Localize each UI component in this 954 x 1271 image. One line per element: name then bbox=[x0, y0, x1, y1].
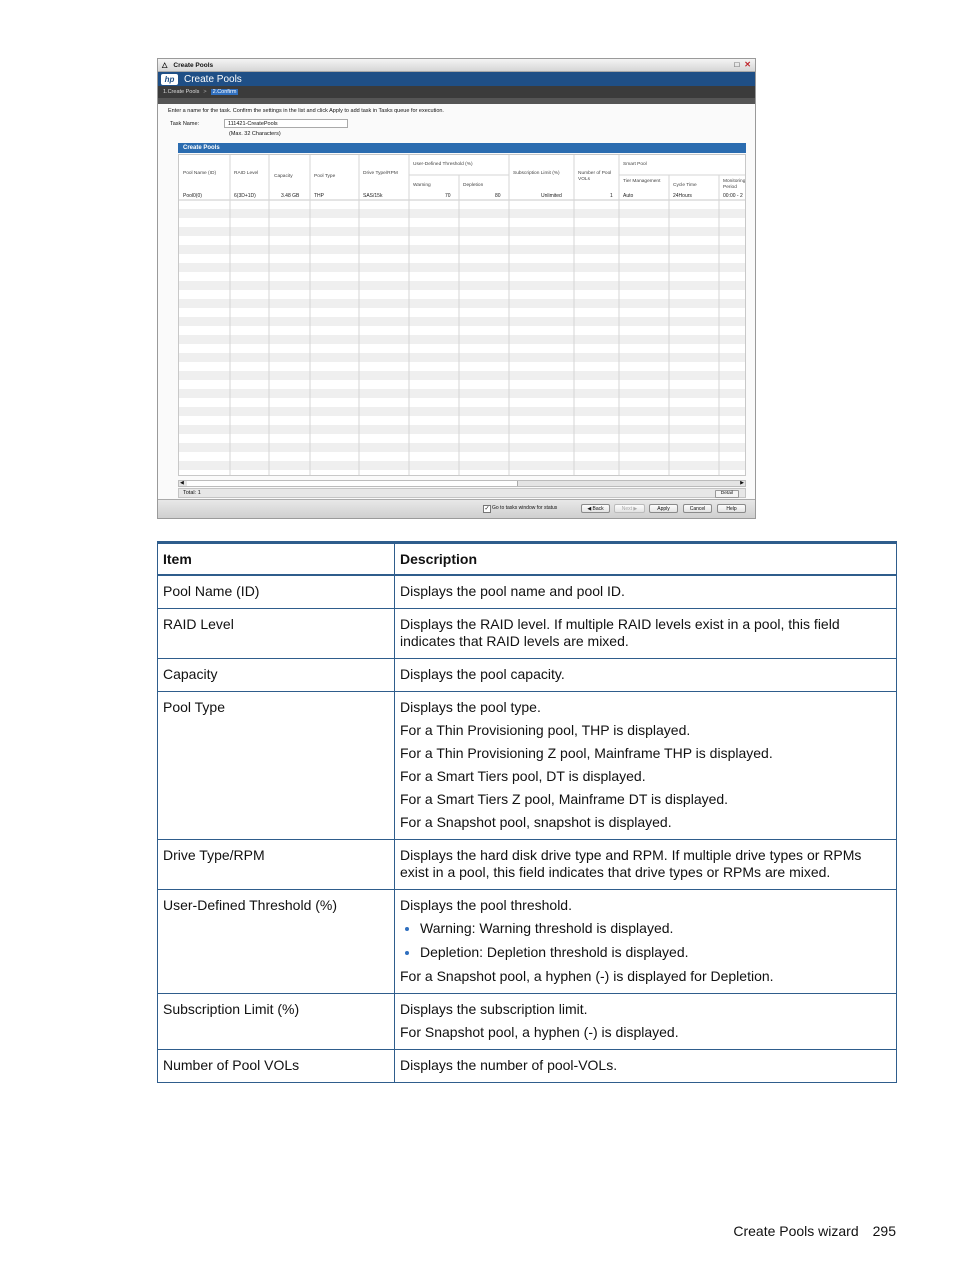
col-header-pool-type[interactable]: Pool Type bbox=[314, 174, 336, 179]
cell-pool-type: THP bbox=[314, 193, 324, 199]
col-header-tier-management[interactable]: Tier Management bbox=[623, 179, 661, 184]
description-cell bbox=[395, 692, 897, 840]
item-cell: Pool Name (ID) bbox=[158, 575, 395, 609]
page-footer bbox=[733, 1223, 896, 1239]
col-header-pool-name[interactable]: Pool Name (ID) bbox=[183, 171, 217, 176]
detail-button[interactable]: Detail bbox=[715, 490, 739, 498]
step-confirm[interactable]: 2.Confirm bbox=[212, 89, 237, 95]
item-cell: Subscription Limit (%) bbox=[158, 994, 395, 1050]
step-create-pools[interactable]: 1.Create Pools bbox=[163, 89, 200, 95]
back-button[interactable]: ◀ Back bbox=[581, 504, 610, 513]
cell-drive-type: SAS/15k bbox=[363, 193, 383, 199]
description-text: Displays the pool name and pool ID. bbox=[400, 583, 625, 599]
bullet-item: • Warning: Warning threshold is displayed. bbox=[420, 920, 891, 937]
page-number: 295 bbox=[872, 1223, 896, 1239]
grid-total-bar bbox=[178, 488, 746, 498]
wizard-banner bbox=[158, 72, 755, 86]
wizard-footer bbox=[158, 499, 755, 518]
total-label: Total: bbox=[183, 490, 197, 496]
task-name-hint: (Max. 32 Characters) bbox=[229, 131, 281, 137]
table-row bbox=[158, 659, 897, 692]
item-description-table bbox=[157, 541, 897, 1083]
col-header-cycle-time[interactable]: Cycle Time bbox=[673, 183, 697, 188]
cancel-button[interactable]: Cancel bbox=[683, 504, 712, 513]
total-value: 1 bbox=[197, 490, 201, 496]
create-pools-screenshot bbox=[157, 58, 756, 519]
maximize-icon[interactable]: □ bbox=[734, 60, 740, 69]
col-header-monitoring-period[interactable]: Monitoring Period bbox=[723, 179, 746, 190]
description-text: Displays the hard disk drive type and RPM. If multiple drive types or RPMs exist in a pool, this field indicates that drive types or RPMs are mixed. bbox=[400, 847, 862, 880]
description-text: For a Snapshot pool, snapshot is displayed. bbox=[400, 814, 672, 830]
col-header-subscription-limit[interactable]: Subscription Limit (%) bbox=[513, 171, 560, 176]
description-text: For a Smart Tiers pool, DT is displayed. bbox=[400, 768, 646, 784]
description-text: For a Smart Tiers Z pool, Mainframe DT is displayed. bbox=[400, 791, 729, 807]
wizard-steps bbox=[158, 86, 755, 98]
cell-capacity: 3.48 GB bbox=[281, 193, 300, 199]
table-row bbox=[158, 890, 897, 994]
pools-grid bbox=[178, 154, 746, 476]
item-cell: RAID Level bbox=[158, 609, 395, 659]
scroll-left-icon[interactable]: ◀ bbox=[180, 480, 184, 486]
horizontal-scrollbar[interactable] bbox=[178, 480, 746, 487]
item-cell: User-Defined Threshold (%) bbox=[158, 890, 395, 994]
table-row bbox=[158, 994, 897, 1050]
grid-lines bbox=[179, 155, 746, 476]
next-button[interactable]: Next ▶ bbox=[614, 504, 645, 513]
col-header-depletion[interactable]: Depletion bbox=[463, 183, 484, 188]
cell-raid-level: 6(3D+1D) bbox=[234, 193, 256, 199]
table-row bbox=[158, 840, 897, 890]
item-cell: Pool Type bbox=[158, 692, 395, 840]
description-text: Displays the RAID level. If multiple RAID levels exist in a pool, this field indicates that RAID levels are mixed. bbox=[400, 616, 840, 649]
instruction-text: Enter a name for the task. Confirm the settings in the list and click Apply to add task in Tasks queue for execution. bbox=[168, 108, 444, 114]
close-icon[interactable]: ✕ bbox=[744, 60, 751, 69]
table-header-row bbox=[158, 543, 897, 576]
wizard-content bbox=[158, 104, 755, 499]
apply-button[interactable]: Apply bbox=[649, 504, 678, 513]
description-cell bbox=[395, 609, 897, 659]
col-header-user-threshold[interactable]: User-Defined Threshold (%) bbox=[413, 162, 473, 167]
col-header-capacity[interactable]: Capacity bbox=[274, 174, 293, 179]
item-cell: Drive Type/RPM bbox=[158, 840, 395, 890]
description-text: For a Snapshot pool, a hyphen (-) is displayed for Depletion. bbox=[400, 968, 774, 984]
description-text: For Snapshot pool, a hyphen (-) is displayed. bbox=[400, 1024, 679, 1040]
footer-section-title: Create Pools wizard bbox=[733, 1223, 859, 1239]
header-description: Description bbox=[395, 543, 897, 576]
description-text: For a Thin Provisioning pool, THP is displayed. bbox=[400, 722, 691, 738]
goto-tasks-label: Go to tasks window for status bbox=[492, 505, 558, 511]
scroll-right-icon[interactable]: ▶ bbox=[740, 480, 744, 486]
item-cell: Number of Pool VOLs bbox=[158, 1050, 395, 1083]
description-cell bbox=[395, 1050, 897, 1083]
description-text: For a Thin Provisioning Z pool, Mainframe THP is displayed. bbox=[400, 745, 773, 761]
cell-subscription-limit: Unlimited bbox=[541, 193, 562, 199]
task-name-input[interactable]: 111421-CreatePools bbox=[224, 119, 348, 128]
banner-title: Create Pools bbox=[184, 73, 242, 85]
table-row bbox=[158, 609, 897, 659]
table-row bbox=[158, 575, 897, 609]
collapse-icon[interactable]: △ bbox=[162, 62, 168, 69]
bullet-list bbox=[400, 920, 891, 961]
description-text: Displays the pool type. bbox=[400, 699, 541, 715]
col-header-drive-type[interactable]: Drive Type/RPM bbox=[363, 171, 398, 176]
col-header-smart-pool[interactable]: Smart Pool bbox=[623, 162, 647, 167]
bullet-item: • Depletion: Depletion threshold is displayed. bbox=[420, 944, 891, 961]
description-cell bbox=[395, 659, 897, 692]
window-title: Create Pools bbox=[173, 61, 214, 69]
hp-logo: hp bbox=[161, 74, 178, 85]
description-text: Displays the number of pool-VOLs. bbox=[400, 1057, 618, 1073]
table-row bbox=[158, 692, 897, 840]
description-text: Displays the pool capacity. bbox=[400, 666, 565, 682]
scrollbar-thumb[interactable] bbox=[187, 481, 518, 486]
description-text: Displays the subscription limit. bbox=[400, 1001, 588, 1017]
cell-tier-management: Auto bbox=[623, 193, 634, 199]
grid-title: Create Pools bbox=[178, 143, 746, 153]
table-row bbox=[158, 1050, 897, 1083]
col-header-num-vols[interactable]: Number of Pool VOLs bbox=[578, 171, 612, 182]
cell-num-vols: 1 bbox=[610, 193, 613, 199]
step-separator: > bbox=[203, 89, 207, 95]
header-item: Item bbox=[158, 543, 395, 576]
description-cell bbox=[395, 994, 897, 1050]
col-header-warning[interactable]: Warning bbox=[413, 183, 431, 188]
cell-depletion: 80 bbox=[495, 193, 501, 199]
cell-monitoring-period: 00:00 - 2 bbox=[723, 193, 743, 199]
description-text: Displays the pool threshold. bbox=[400, 897, 572, 913]
description-cell bbox=[395, 575, 897, 609]
cell-warning: 70 bbox=[445, 193, 451, 199]
goto-tasks-checkbox[interactable]: ✓ bbox=[484, 506, 490, 512]
cell-pool-name[interactable]: Pool0(0) bbox=[183, 193, 202, 199]
help-button[interactable]: Help bbox=[717, 504, 746, 513]
cell-cycle-time: 24Hours bbox=[673, 193, 692, 199]
window-titlebar bbox=[158, 59, 755, 72]
description-cell bbox=[395, 840, 897, 890]
item-cell: Capacity bbox=[158, 659, 395, 692]
description-cell bbox=[395, 890, 897, 994]
task-name-label: Task Name: bbox=[170, 121, 200, 127]
col-header-raid-level[interactable]: RAID Level bbox=[234, 171, 259, 176]
